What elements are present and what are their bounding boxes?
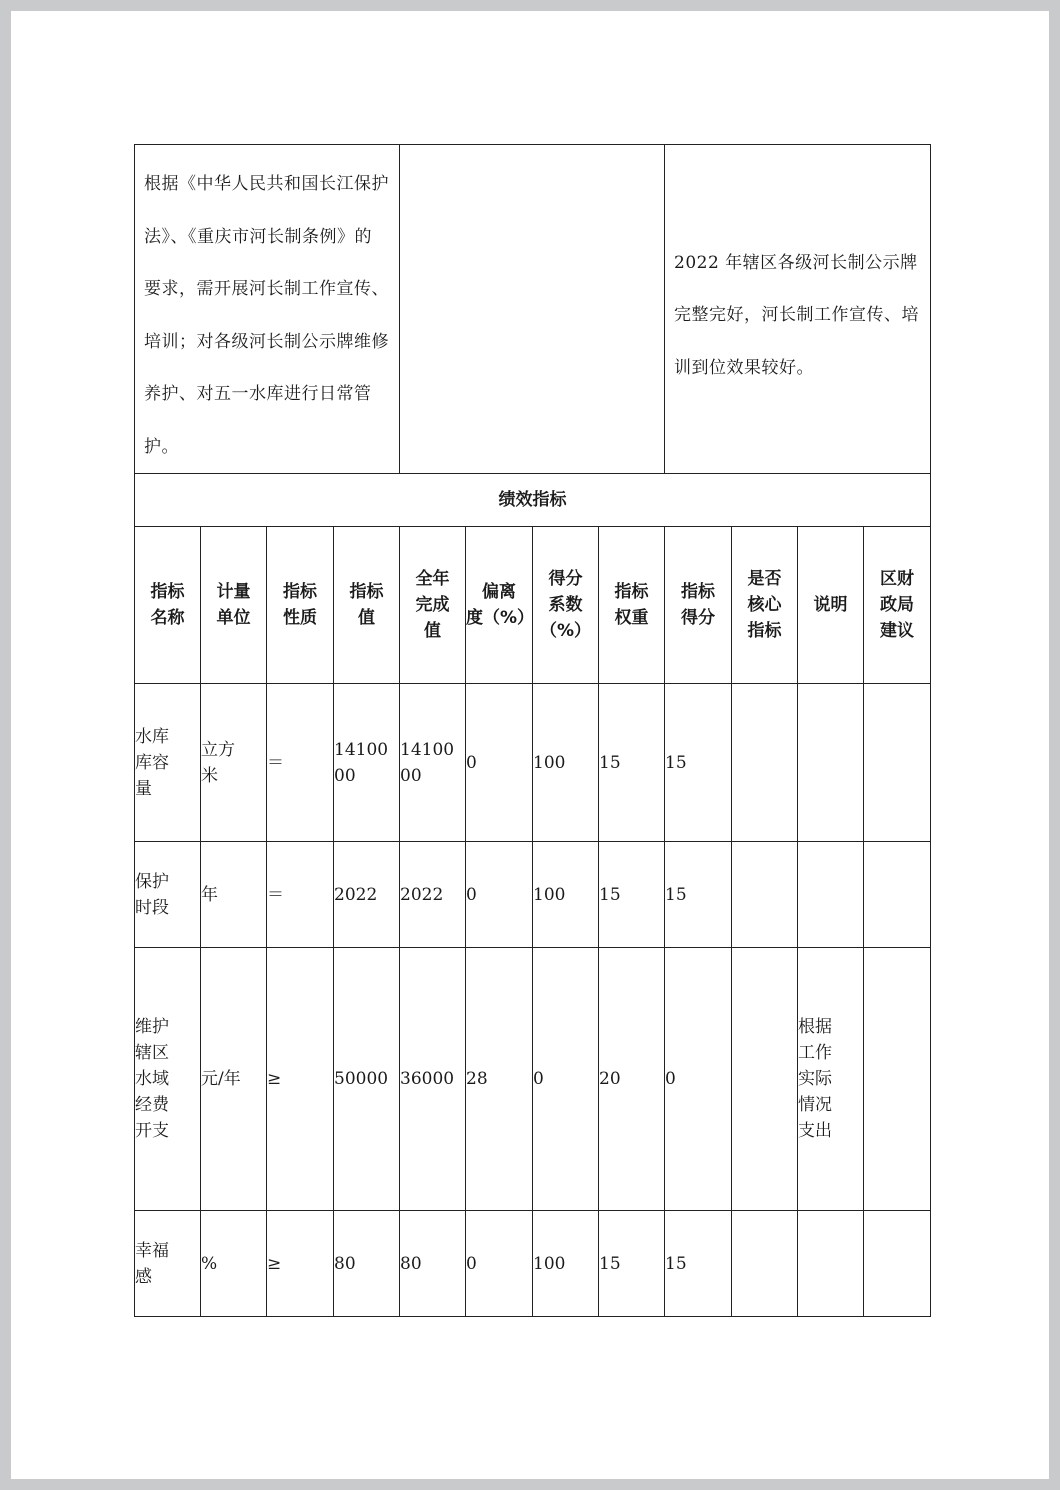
header-cell: 区财 政局 建议 [864, 527, 931, 684]
table-cell: 100 [533, 842, 599, 948]
header-cell: 指标 名称 [135, 527, 201, 684]
table-cell: 0 [533, 948, 599, 1211]
section-title: 绩效指标 [135, 474, 931, 527]
table-cell: 15 [665, 684, 732, 842]
table-cell: 15 [665, 842, 732, 948]
table-cell [798, 842, 864, 948]
table-cell: 0 [665, 948, 732, 1211]
table-row [135, 684, 931, 842]
header-cell: 说明 [798, 527, 864, 684]
table-cell: 15 [665, 1211, 732, 1317]
header-cell: 偏离 度（%） [466, 527, 533, 684]
header-cell: 指标 值 [334, 527, 400, 684]
header-cell: 指标 性质 [267, 527, 334, 684]
table-cell: 15 [599, 1211, 665, 1317]
table-cell [864, 684, 931, 842]
table-cell [732, 948, 798, 1211]
middle-cell [400, 145, 665, 474]
header-cell: 是否 核心 指标 [732, 527, 798, 684]
table-cell: 50000 [334, 948, 400, 1211]
document-page [11, 11, 1049, 1479]
table-cell: 水库 库容 量 [135, 684, 201, 842]
result-text: 2022 年辖区各级河长制公示牌 完整完好，河长制工作宣传、培 训到位效果较好。 [674, 252, 919, 378]
table-cell: ＝ [267, 684, 334, 842]
table-cell: 元/年 [201, 948, 267, 1211]
table-cell [864, 1211, 931, 1317]
section-title-row [135, 474, 931, 527]
table-cell: 维护 辖区 水域 经费 开支 [135, 948, 201, 1211]
table-cell: 80 [334, 1211, 400, 1317]
table-cell: 15 [599, 684, 665, 842]
table-cell [732, 842, 798, 948]
table-cell [864, 842, 931, 948]
performance-table [134, 144, 931, 1317]
basis-text: 根据《中华人民共和国长江保护 法》、《重庆市河长制条例》的 要求，需开展河长制工作宣传、 培训；对各级河长制公示牌维修 养护、对五一水库进行日常管护。 [144, 174, 389, 457]
table-cell: 0 [466, 842, 533, 948]
table-cell: 根据 工作 实际 情况 支出 [798, 948, 864, 1211]
header-cell: 得分 系数 （%） [533, 527, 599, 684]
table-cell: 幸福 感 [135, 1211, 201, 1317]
table-cell [798, 1211, 864, 1317]
header-cell: 指标 得分 [665, 527, 732, 684]
table-cell: 15 [599, 842, 665, 948]
header-cell: 指标 权重 [599, 527, 665, 684]
table-cell [864, 948, 931, 1211]
table-cell: 0 [466, 1211, 533, 1317]
table-cell [732, 684, 798, 842]
table-cell: 20 [599, 948, 665, 1211]
table-cell: 2022 [400, 842, 466, 948]
table-cell: ＝ [267, 842, 334, 948]
table-cell [732, 1211, 798, 1317]
table-cell: 0 [466, 684, 533, 842]
table-row [135, 1211, 931, 1317]
table-cell: 100 [533, 684, 599, 842]
table-cell: ≥ [267, 948, 334, 1211]
result-cell [665, 145, 931, 474]
table-cell: 立方 米 [201, 684, 267, 842]
header-cell: 计量 单位 [201, 527, 267, 684]
basis-cell [135, 145, 400, 474]
table-row [135, 842, 931, 948]
top-section-row [135, 145, 931, 474]
middle-text [400, 303, 664, 316]
table-cell: 80 [400, 1211, 466, 1317]
table-cell: 年 [201, 842, 267, 948]
table-cell: 保护 时段 [135, 842, 201, 948]
table-cell: 14100 00 [334, 684, 400, 842]
table-cell: 36000 [400, 948, 466, 1211]
table-row [135, 948, 931, 1211]
table-cell: 100 [533, 1211, 599, 1317]
header-cell: 全年 完成 值 [400, 527, 466, 684]
table-cell: 2022 [334, 842, 400, 948]
table-cell: 14100 00 [400, 684, 466, 842]
table-cell [798, 684, 864, 842]
table-cell: 28 [466, 948, 533, 1211]
table-cell: % [201, 1211, 267, 1317]
header-row [135, 527, 931, 684]
table-cell: ≥ [267, 1211, 334, 1317]
